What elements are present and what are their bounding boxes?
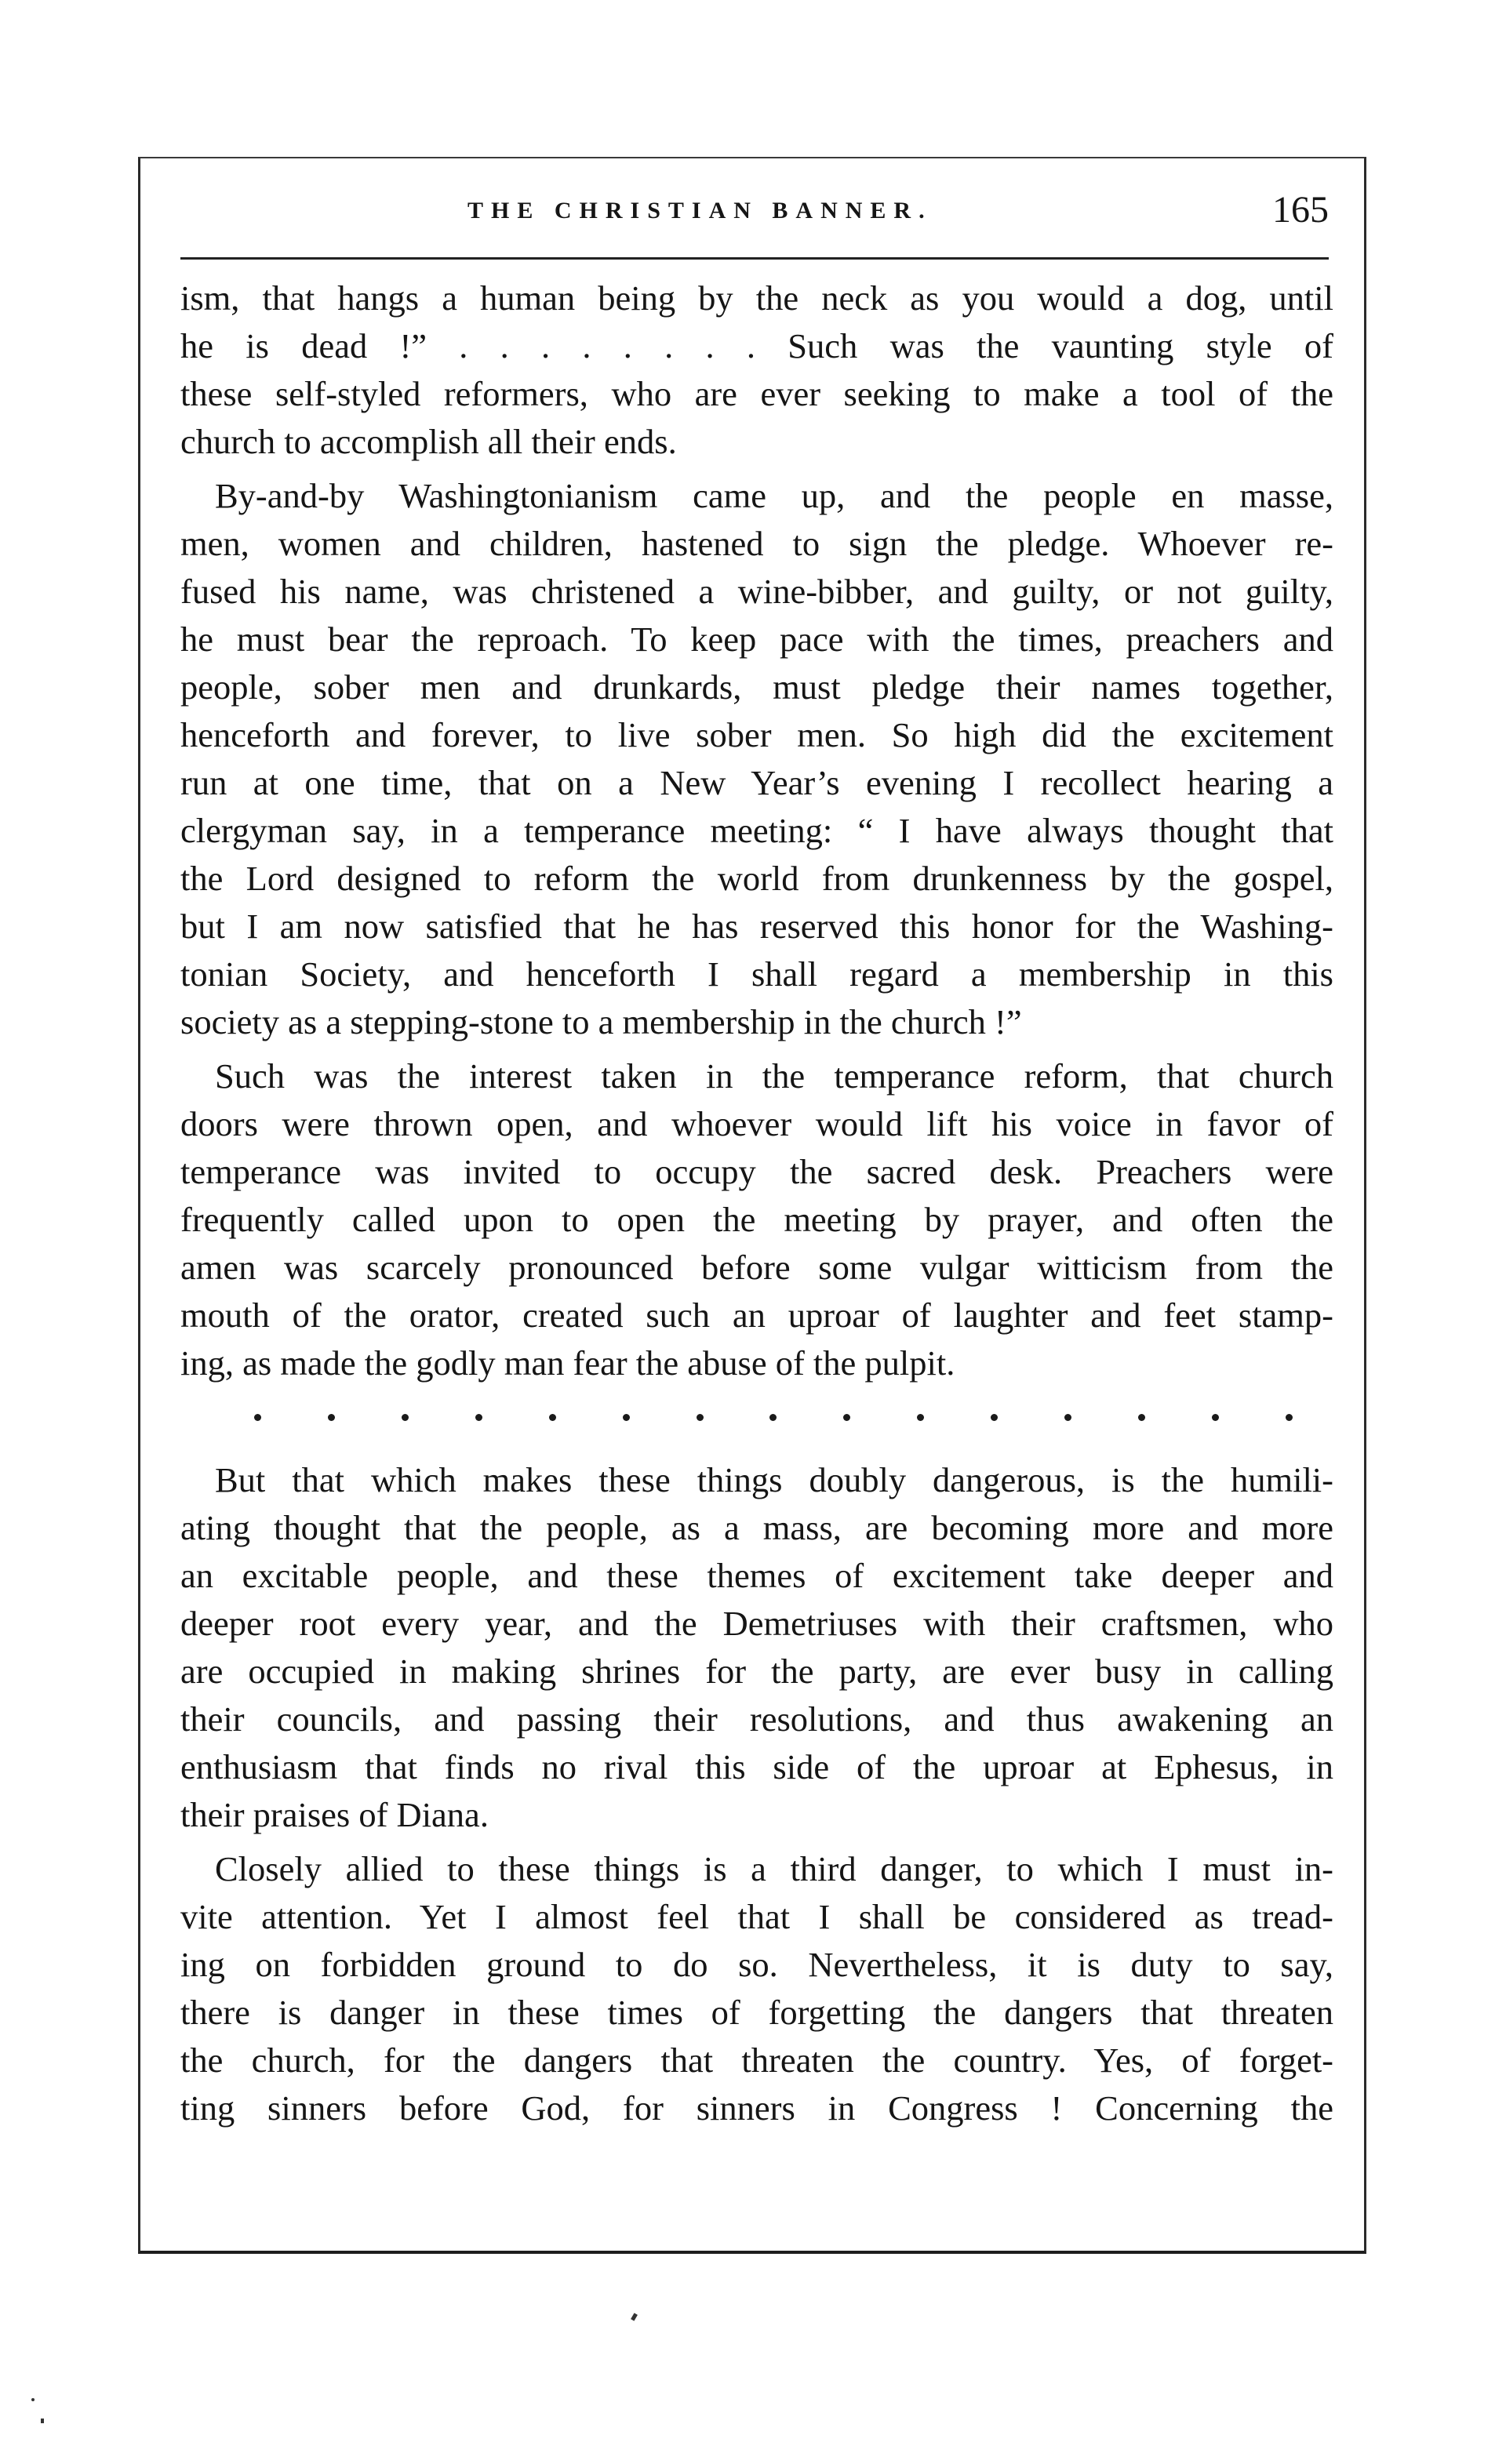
text-line: vite attention. Yet I almost feel that I shall be considered as tread- <box>180 1897 1333 1936</box>
text-line: enthusiasm that finds no rival this side of the uproar at Ephesus, in <box>180 1747 1333 1786</box>
print-speck <box>631 2313 638 2320</box>
text-line: he is dead !” . . . . . . . . Such was the vaunting style of <box>180 326 1333 365</box>
section-dot <box>843 1414 850 1421</box>
text-line: but I am now satisfied that he has reserved this honor for the Washing- <box>180 907 1333 946</box>
text-line: ing on forbidden ground to do so. Nevertheless, it is duty to say, <box>180 1945 1333 1984</box>
header-rule <box>180 257 1329 260</box>
section-break-dots <box>180 1400 1333 1434</box>
section-dot <box>623 1414 630 1421</box>
text-line: their councils, and passing their resolutions, and thus awakening an <box>180 1699 1333 1739</box>
section-dot <box>1064 1414 1071 1421</box>
paragraph-1 <box>180 274 1333 466</box>
text-line: ating thought that the people, as a mass, are becoming more and more <box>180 1508 1333 1547</box>
section-dot <box>1286 1414 1293 1421</box>
text-line: henceforth and forever, to live sober men. So high did the excitement <box>180 715 1333 754</box>
text-line: temperance was invited to occupy the sacred desk. Preachers were <box>180 1152 1333 1191</box>
text-line: mouth of the orator, created such an uproar of laughter and feet stamp- <box>180 1296 1333 1335</box>
section-dot <box>697 1414 704 1421</box>
section-dot <box>991 1414 998 1421</box>
body-text <box>180 274 1333 2132</box>
paragraph-4 <box>180 1456 1333 1839</box>
text-line: run at one time, that on a New Year’s evening I recollect hearing a <box>180 763 1333 802</box>
text-line: doors were thrown open, and whoever would lift his voice in favor of <box>180 1104 1333 1143</box>
text-line: fused his name, was christened a wine-bibber, and guilty, or not guilty, <box>180 572 1333 611</box>
section-dot <box>254 1414 261 1421</box>
text-line: their praises of Diana. <box>180 1795 489 1834</box>
text-line: the Lord designed to reform the world from drunkenness by the gospel, <box>180 859 1333 898</box>
text-line: an excitable people, and these themes of excitement take deeper and <box>180 1556 1333 1595</box>
section-dot <box>1138 1414 1145 1421</box>
text-line: frequently called upon to open the meeting by prayer, and often the <box>180 1200 1333 1239</box>
text-line: are occupied in making shrines for the party, are ever busy in calling <box>180 1652 1333 1691</box>
text-line: deeper root every year, and the Demetriuses with their craftsmen, who <box>180 1604 1333 1643</box>
text-line: Closely allied to these things is a third danger, to which I must in- <box>215 1849 1333 1888</box>
section-dot <box>549 1414 556 1421</box>
text-line: church to accomplish all their ends. <box>180 422 677 461</box>
text-line: people, sober men and drunkards, must pledge their names together, <box>180 667 1333 707</box>
paragraph-3 <box>180 1052 1333 1387</box>
text-line: society as a stepping-stone to a membership in the church !” <box>180 1002 1022 1041</box>
section-dot <box>328 1414 335 1421</box>
section-dot <box>475 1414 482 1421</box>
text-line: clergyman say, in a temperance meeting: “ I have always thought that <box>180 811 1333 850</box>
text-line: men, women and children, hastened to sign the pledge. Whoever re- <box>180 524 1333 563</box>
text-line: ism, that hangs a human being by the neck as you would a dog, until <box>180 278 1333 318</box>
section-dot <box>769 1414 777 1421</box>
running-head <box>180 188 1333 235</box>
text-line: By-and-by Washingtonianism came up, and the people en masse, <box>215 476 1333 515</box>
text-line: ing, as made the godly man fear the abuse of the pulpit. <box>180 1343 955 1383</box>
text-line: Such was the interest taken in the temperance reform, that church <box>215 1056 1333 1096</box>
running-title: THE CHRISTIAN BANNER. <box>467 198 933 224</box>
text-line: ting sinners before God, for sinners in Congress ! Concerning the <box>180 2088 1333 2128</box>
text-line: these self-styled reformers, who are ever seeking to make a tool of the <box>180 374 1333 413</box>
text-line: tonian Society, and henceforth I shall regard a membership in this <box>180 954 1333 994</box>
text-line: amen was scarcely pronounced before some vulgar witticism from the <box>180 1248 1333 1287</box>
text-line: there is danger in these times of forgetting the dangers that threaten <box>180 1993 1333 2032</box>
page-number: 165 <box>1272 189 1329 231</box>
section-dot <box>1212 1414 1219 1421</box>
print-speck <box>41 2419 44 2423</box>
text-line: he must bear the reproach. To keep pace with the times, preachers and <box>180 620 1333 659</box>
paragraph-2 <box>180 472 1333 1046</box>
section-dot <box>402 1414 409 1421</box>
text-line: the church, for the dangers that threaten the country. Yes, of forget- <box>180 2041 1333 2080</box>
paragraph-5 <box>180 1845 1333 2132</box>
text-line: But that which makes these things doubly dangerous, is the humili- <box>215 1460 1333 1499</box>
section-dot <box>917 1414 924 1421</box>
print-speck <box>31 2398 35 2401</box>
